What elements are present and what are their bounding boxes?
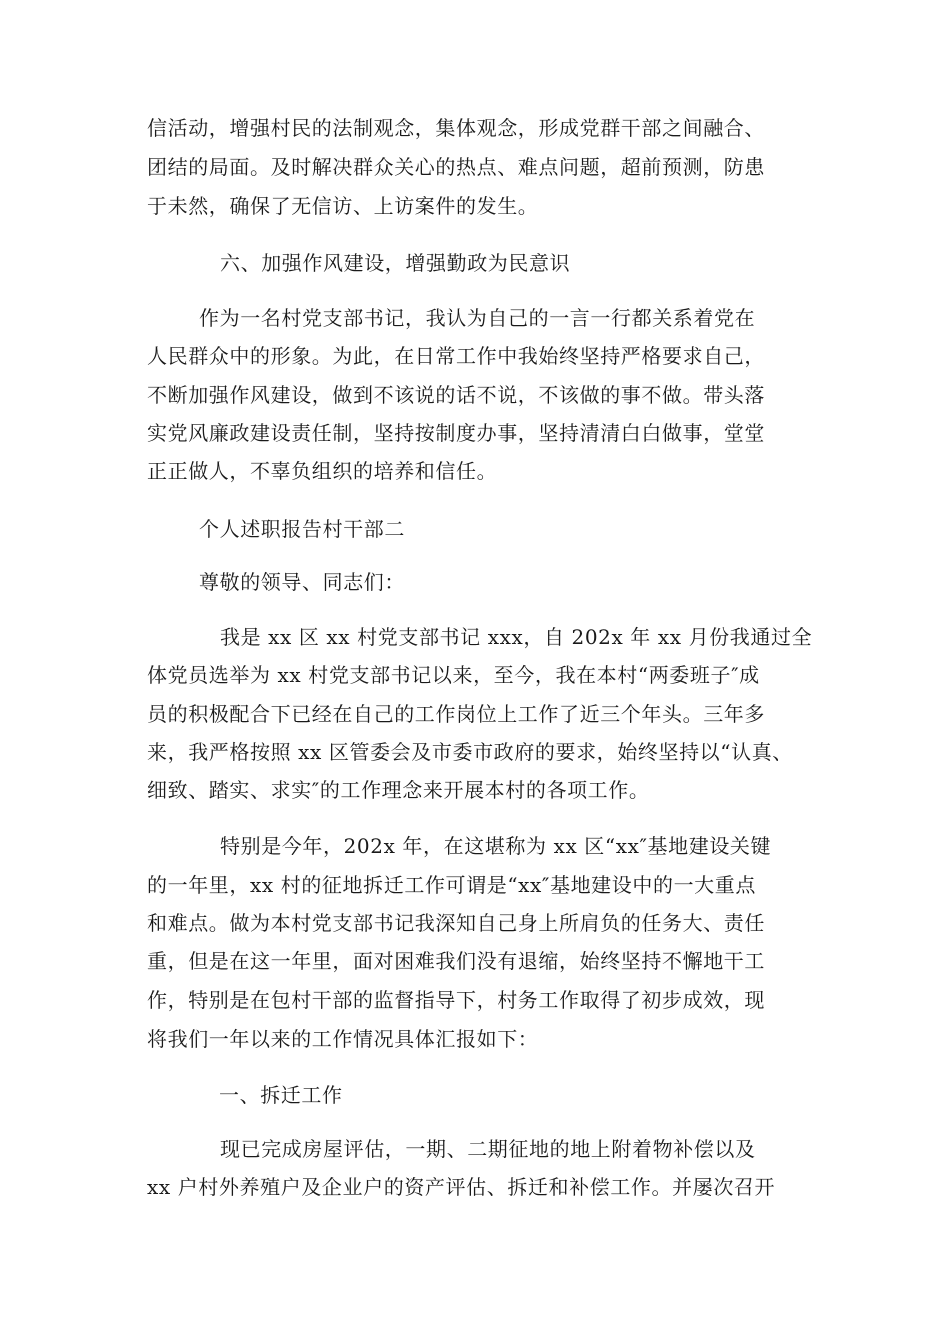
text-line: 和难点。做为本村党支部书记我深知自己身上所肩负的任务大、责任: [147, 911, 765, 935]
text-line: 体党员选举为 xx 村党支部书记以来，至今，我在本村“两委班子″成: [147, 663, 760, 687]
text-line: 人民群众中的形象。为此，在日常工作中我始终坚持严格要求自己，: [147, 344, 765, 368]
text-line: 团结的局面。及时解决群众关心的热点、难点问题，超前预测，防患: [147, 155, 765, 179]
text-line: 实党风廉政建设责任制，坚持按制度办事，坚持清清白白做事，堂堂: [147, 421, 765, 445]
section-heading: 一、拆迁工作: [219, 1083, 343, 1107]
text-line: 正正做人，不辜负组织的培养和信任。: [147, 459, 498, 483]
text-line: xx 户村外养殖户及企业户的资产评估、拆迁和补偿工作。并屡次召开: [147, 1175, 776, 1199]
text-line: 员的积极配合下已经在自己的工作岗位上工作了近三个年头。三年多: [147, 702, 765, 726]
text-line: 的一年里，xx 村的征地拆迁工作可谓是“xx″基地建设中的一大重点: [147, 873, 756, 897]
text-line: 细致、踏实、求实″的工作理念来开展本村的各项工作。: [147, 778, 650, 802]
text-line: 作为一名村党支部书记，我认为自己的一言一行都关系着党在: [199, 306, 756, 330]
text-line: 作，特别是在包村干部的监督指导下，村务工作取得了初步成效，现: [147, 988, 765, 1012]
section-heading: 六、加强作风建设，增强勤政为民意识: [220, 251, 571, 275]
text-line: 不断加强作风建设，做到不该说的话不说，不该做的事不做。带头落: [147, 383, 765, 407]
text-line: 信活动，增强村民的法制观念，集体观念，形成党群干部之间融合、: [147, 116, 765, 140]
text-line: 特别是今年，202x 年，在这堪称为 xx 区“xx″基地建设关键: [220, 834, 772, 858]
salutation: 尊敬的领导、同志们：: [199, 570, 405, 594]
text-line: 将我们一年以来的工作情况具体汇报如下：: [147, 1027, 539, 1051]
text-line: 于未然，确保了无信访、上访案件的发生。: [147, 194, 539, 218]
text-line: 重，但是在这一年里，面对困难我们没有退缩，始终坚持不懈地干工: [147, 949, 765, 973]
text-line: 现已完成房屋评估，一期、二期征地的地上附着物补偿以及: [220, 1137, 756, 1161]
text-line: 来，我严格按照 xx 区管委会及市委市政府的要求，始终坚持以“认真、: [147, 740, 793, 764]
text-line: 我是 xx 区 xx 村党支部书记 xxx，自 202x 年 xx 月份我通过全: [220, 625, 813, 649]
document-title: 个人述职报告村干部二: [199, 517, 405, 541]
